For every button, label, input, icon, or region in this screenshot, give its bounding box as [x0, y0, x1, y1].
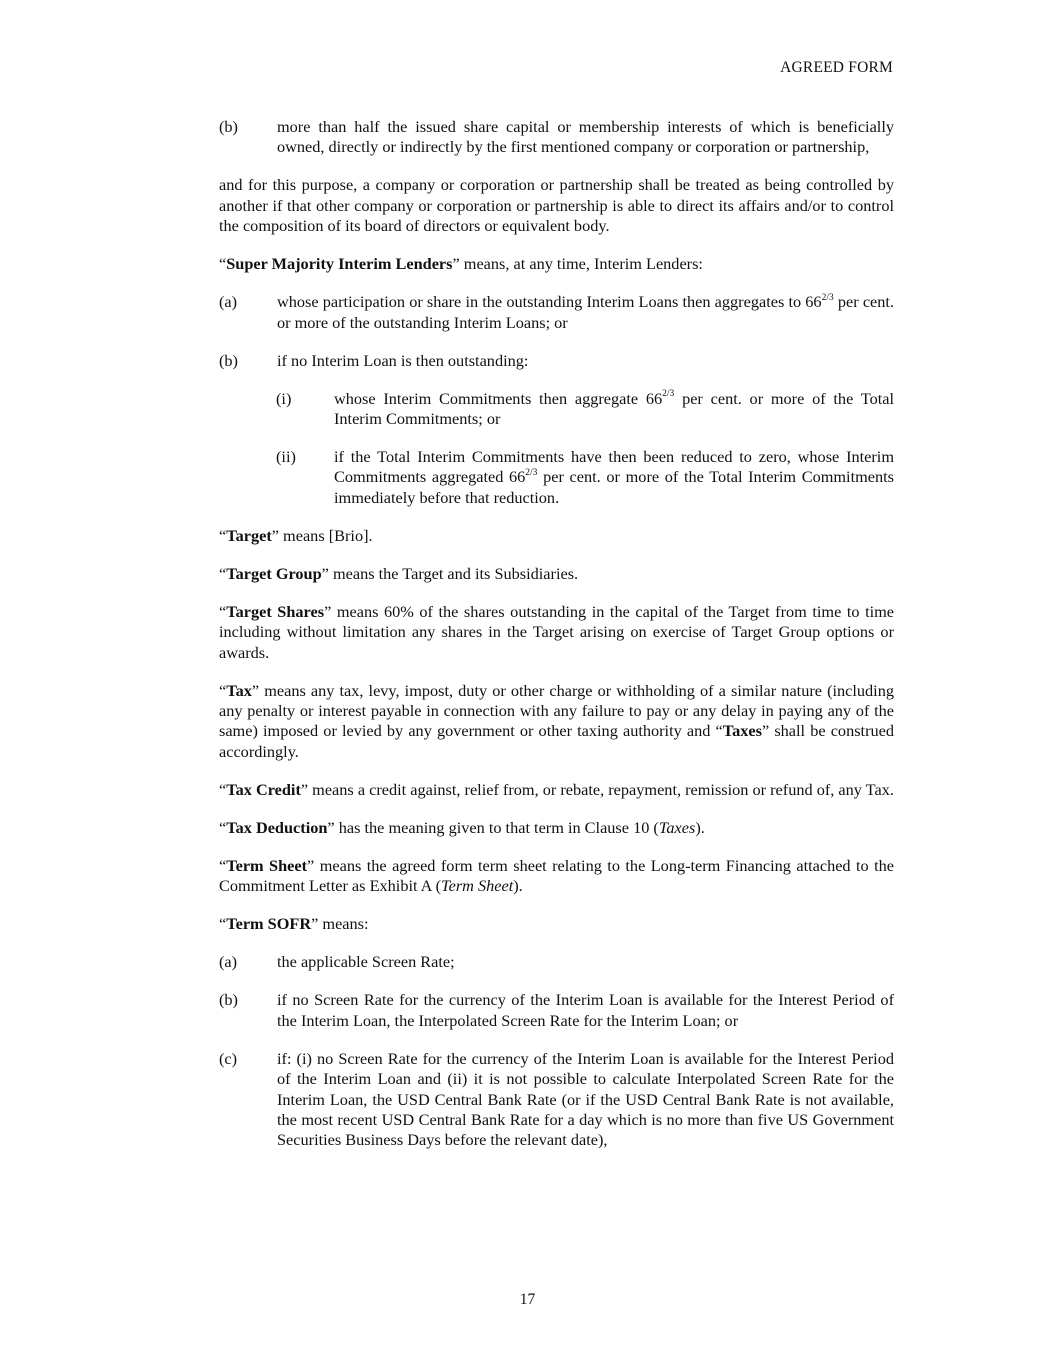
sofr-item-b: (b) if no Screen Rate for the currency of the Interim Loan is available for the Interest Period of the Interim Loan, the Interpolated Screen Rate for the Interim Loan; or — [219, 990, 894, 1030]
definition-tax-credit: “Tax Credit” means a credit against, relief from, or rebate, repayment, remission or refund of, any Tax. — [219, 779, 894, 799]
item-text: more than half the issued share capital or membership interests of which is beneficially owned, directly or indirectly by the first mentioned company or corporation or partnership, — [277, 117, 894, 157]
page-header: AGREED FORM — [780, 59, 893, 76]
definition-tax-deduction: “Tax Deduction” has the meaning given to that term in Clause 10 (Taxes). — [219, 817, 705, 837]
control-paragraph: and for this purpose, a company or corporation or partnership shall be treated as being controlled by another if that other company or corporation or partnership is able to direct its affairs and/or to control the composition of its board of directors or equivalent body. — [219, 175, 894, 236]
defined-term: Super Majority Interim Lenders — [226, 254, 453, 274]
list-item-b2: (b) if no Interim Loan is then outstanding: — [219, 350, 529, 370]
definition-super-majority: “Super Majority Interim Lenders” means, at any time, Interim Lenders: — [219, 254, 703, 274]
list-item-b — [219, 117, 894, 158]
page-number: 17 — [519, 1291, 536, 1308]
definition-term-sofr: “Term SOFR” means: — [219, 914, 369, 934]
definition-target: “Target” means [Brio]. — [219, 525, 373, 545]
definition-term-sheet: “Term Sheet” means the agreed form term sheet relating to the Long-term Financing attached to the Commitment Letter as Exhibit A (Term Sheet). — [219, 855, 895, 896]
definition-target-group: “Target Group” means the Target and its Subsidiaries. — [219, 563, 579, 583]
list-item-a: (a) whose participation or share in the outstanding Interim Loans then aggregates to $66^{2/3}$ per cent. or more of the outstanding Interim Loans; or — [219, 292, 895, 332]
sofr-item-a: (a) the applicable Screen Rate; — [219, 952, 455, 972]
body-text — [219, 117, 894, 1151]
sub-item-ii: (ii) if the Total Interim Commitments have then been reduced to zero, whose Interim Commitments aggregated $66^{2/3}$ per cent. or more of the Total Interim Commitments immediately before that reduction. — [276, 447, 894, 507]
definition-tax: “Tax” means any tax, levy, impost, duty or other charge or withholding of a similar nature (including any penalty or interest payable in connection with any failure to pay or any delay in paying any of the same) imposed or levied by any government or other taxing authority and “Taxes” shall be construed accordingly. — [219, 680, 895, 761]
definition-target-shares: “Target Shares” means 60% of the shares outstanding in the capital of the Target from time to time including without limitation any shares in the Target arising on exercise of Target Group options or awards. — [219, 601, 895, 662]
sofr-item-c: (c) if: (i) no Screen Rate for the currency of the Interim Loan is available for the Interest Period of the Interim Loan and (ii) it is not possible to calculate Interpolated Screen Rate for the Interim Loan, the USD Central Bank Rate (or if the USD Central Bank Rate is not available, the most recent USD Central Bank Rate for a day which is no more than five US Government Securities Business Days before the relevant date), — [219, 1048, 894, 1150]
item-label: (b) — [219, 117, 238, 136]
sub-item-i: (i) whose Interim Commitments then aggregate $66^{2/3}$ per cent. or more of the Total Interim Commitments; or — [276, 388, 894, 429]
